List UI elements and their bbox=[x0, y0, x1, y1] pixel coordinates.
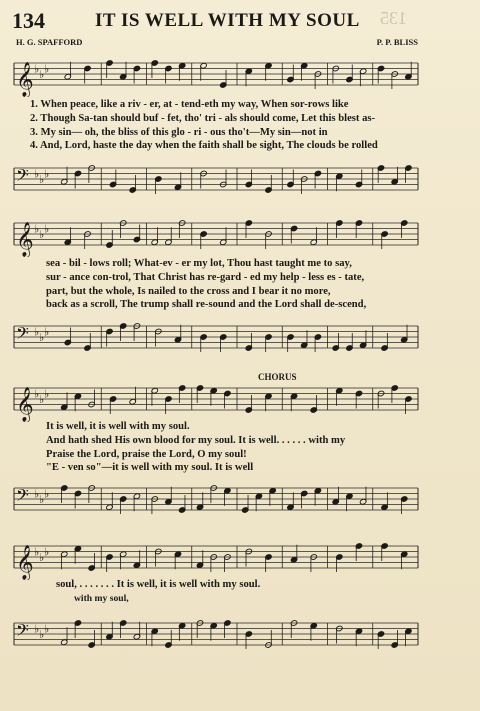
svg-text:♭: ♭ bbox=[44, 545, 50, 559]
svg-text:♭: ♭ bbox=[44, 387, 50, 401]
svg-text:♭: ♭ bbox=[44, 622, 50, 636]
svg-text:𝄢: 𝄢 bbox=[16, 620, 29, 644]
svg-text:♭: ♭ bbox=[34, 622, 40, 636]
svg-text:♭: ♭ bbox=[39, 628, 45, 641]
lyric-line: 2. Though Sa-tan should buf - fet, tho' tri - als should come, Let this blest as- bbox=[30, 112, 376, 124]
svg-text:♭: ♭ bbox=[39, 68, 45, 81]
treble-staff-2 bbox=[0, 215, 480, 257]
bleed-through-number: 135 bbox=[380, 8, 407, 28]
svg-text:𝄞: 𝄞 bbox=[16, 545, 34, 580]
lyric-line: with my soul, bbox=[74, 592, 129, 604]
svg-text:♭: ♭ bbox=[39, 331, 45, 344]
lyric-line: sur - ance con-trol, That Christ has re-gard - ed my help - less es - tate, bbox=[46, 271, 365, 283]
lyric-line: Praise the Lord, praise the Lord, O my soul! bbox=[46, 448, 247, 460]
svg-text:♭: ♭ bbox=[44, 325, 50, 339]
treble-staff-3 bbox=[0, 380, 480, 422]
svg-text:♭: ♭ bbox=[44, 62, 50, 76]
svg-text:♭: ♭ bbox=[39, 393, 45, 406]
svg-text:♭: ♭ bbox=[39, 228, 45, 241]
lyric-line: back as a scroll, The trump shall re-sound and the Lord shall de-scend, bbox=[46, 299, 367, 311]
composer: P. P. BLISS bbox=[376, 37, 418, 47]
svg-text:𝄢: 𝄢 bbox=[16, 485, 29, 509]
chorus-label: CHORUS bbox=[258, 372, 297, 382]
bass-staff-1 bbox=[0, 160, 480, 202]
lyrics-system-3 bbox=[46, 420, 345, 475]
lyrics-system-4 bbox=[56, 578, 260, 606]
lyric-line: part, but the whole, Is nailed to the cross and I bear it no more, bbox=[46, 285, 331, 297]
lyric-line: 1. When peace, like a riv - er, at - tend-eth my way, When sor-rows like bbox=[30, 99, 349, 110]
bass-staff-2 bbox=[0, 318, 480, 360]
svg-text:♭: ♭ bbox=[39, 551, 45, 564]
lyric-line: sea - bil - lows roll; What-ev - er my lot, Thou hast taught me to say, bbox=[46, 258, 352, 269]
svg-text:♭: ♭ bbox=[44, 222, 50, 236]
treble-staff-1 bbox=[0, 55, 480, 97]
svg-text:♭: ♭ bbox=[34, 222, 40, 236]
svg-text:♭: ♭ bbox=[34, 325, 40, 339]
svg-text:♭: ♭ bbox=[34, 62, 40, 76]
treble-staff-4 bbox=[0, 538, 480, 580]
svg-text:♭: ♭ bbox=[39, 173, 45, 186]
lyric-line: It is well, it is well with my soul. bbox=[46, 421, 190, 432]
bass-staff-4 bbox=[0, 615, 480, 657]
svg-text:♭: ♭ bbox=[34, 545, 40, 559]
lyric-line: And hath shed His own blood for my soul. It is well. . . . . . with my bbox=[46, 434, 346, 446]
svg-text:♭: ♭ bbox=[34, 387, 40, 401]
svg-text:𝄢: 𝄢 bbox=[16, 165, 29, 189]
hymn-number: 134 bbox=[12, 8, 45, 33]
lyrics-system-1 bbox=[30, 98, 378, 153]
lyric-line: "E - ven so"—it is well with my soul. It is well bbox=[46, 462, 254, 474]
svg-text:♭: ♭ bbox=[34, 487, 40, 501]
svg-text:𝄢: 𝄢 bbox=[16, 323, 29, 347]
lyric-line: soul, . . . . . . . It is well, it is well with my soul. bbox=[56, 579, 261, 590]
bass-staff-3 bbox=[0, 480, 480, 522]
hymn-title: IT IS WELL WITH MY SOUL bbox=[95, 10, 360, 31]
svg-text:♭: ♭ bbox=[39, 493, 45, 506]
svg-text:𝄞: 𝄞 bbox=[16, 387, 34, 422]
lyrics-system-2 bbox=[46, 257, 366, 312]
svg-text:♭: ♭ bbox=[34, 167, 40, 181]
lyric-line: 3. My sin— oh, the bliss of this glo - ri - ous tho't—My sin—not in bbox=[30, 126, 328, 138]
svg-text:♭: ♭ bbox=[44, 487, 50, 501]
lyric-line: 4. And, Lord, haste the day when the faith shall be sight, The clouds be rolled bbox=[30, 140, 378, 152]
svg-text:𝄞: 𝄞 bbox=[16, 222, 34, 257]
lyricist: H. G. SPAFFORD bbox=[16, 37, 83, 47]
svg-text:𝄞: 𝄞 bbox=[16, 62, 34, 97]
svg-text:♭: ♭ bbox=[44, 167, 50, 181]
